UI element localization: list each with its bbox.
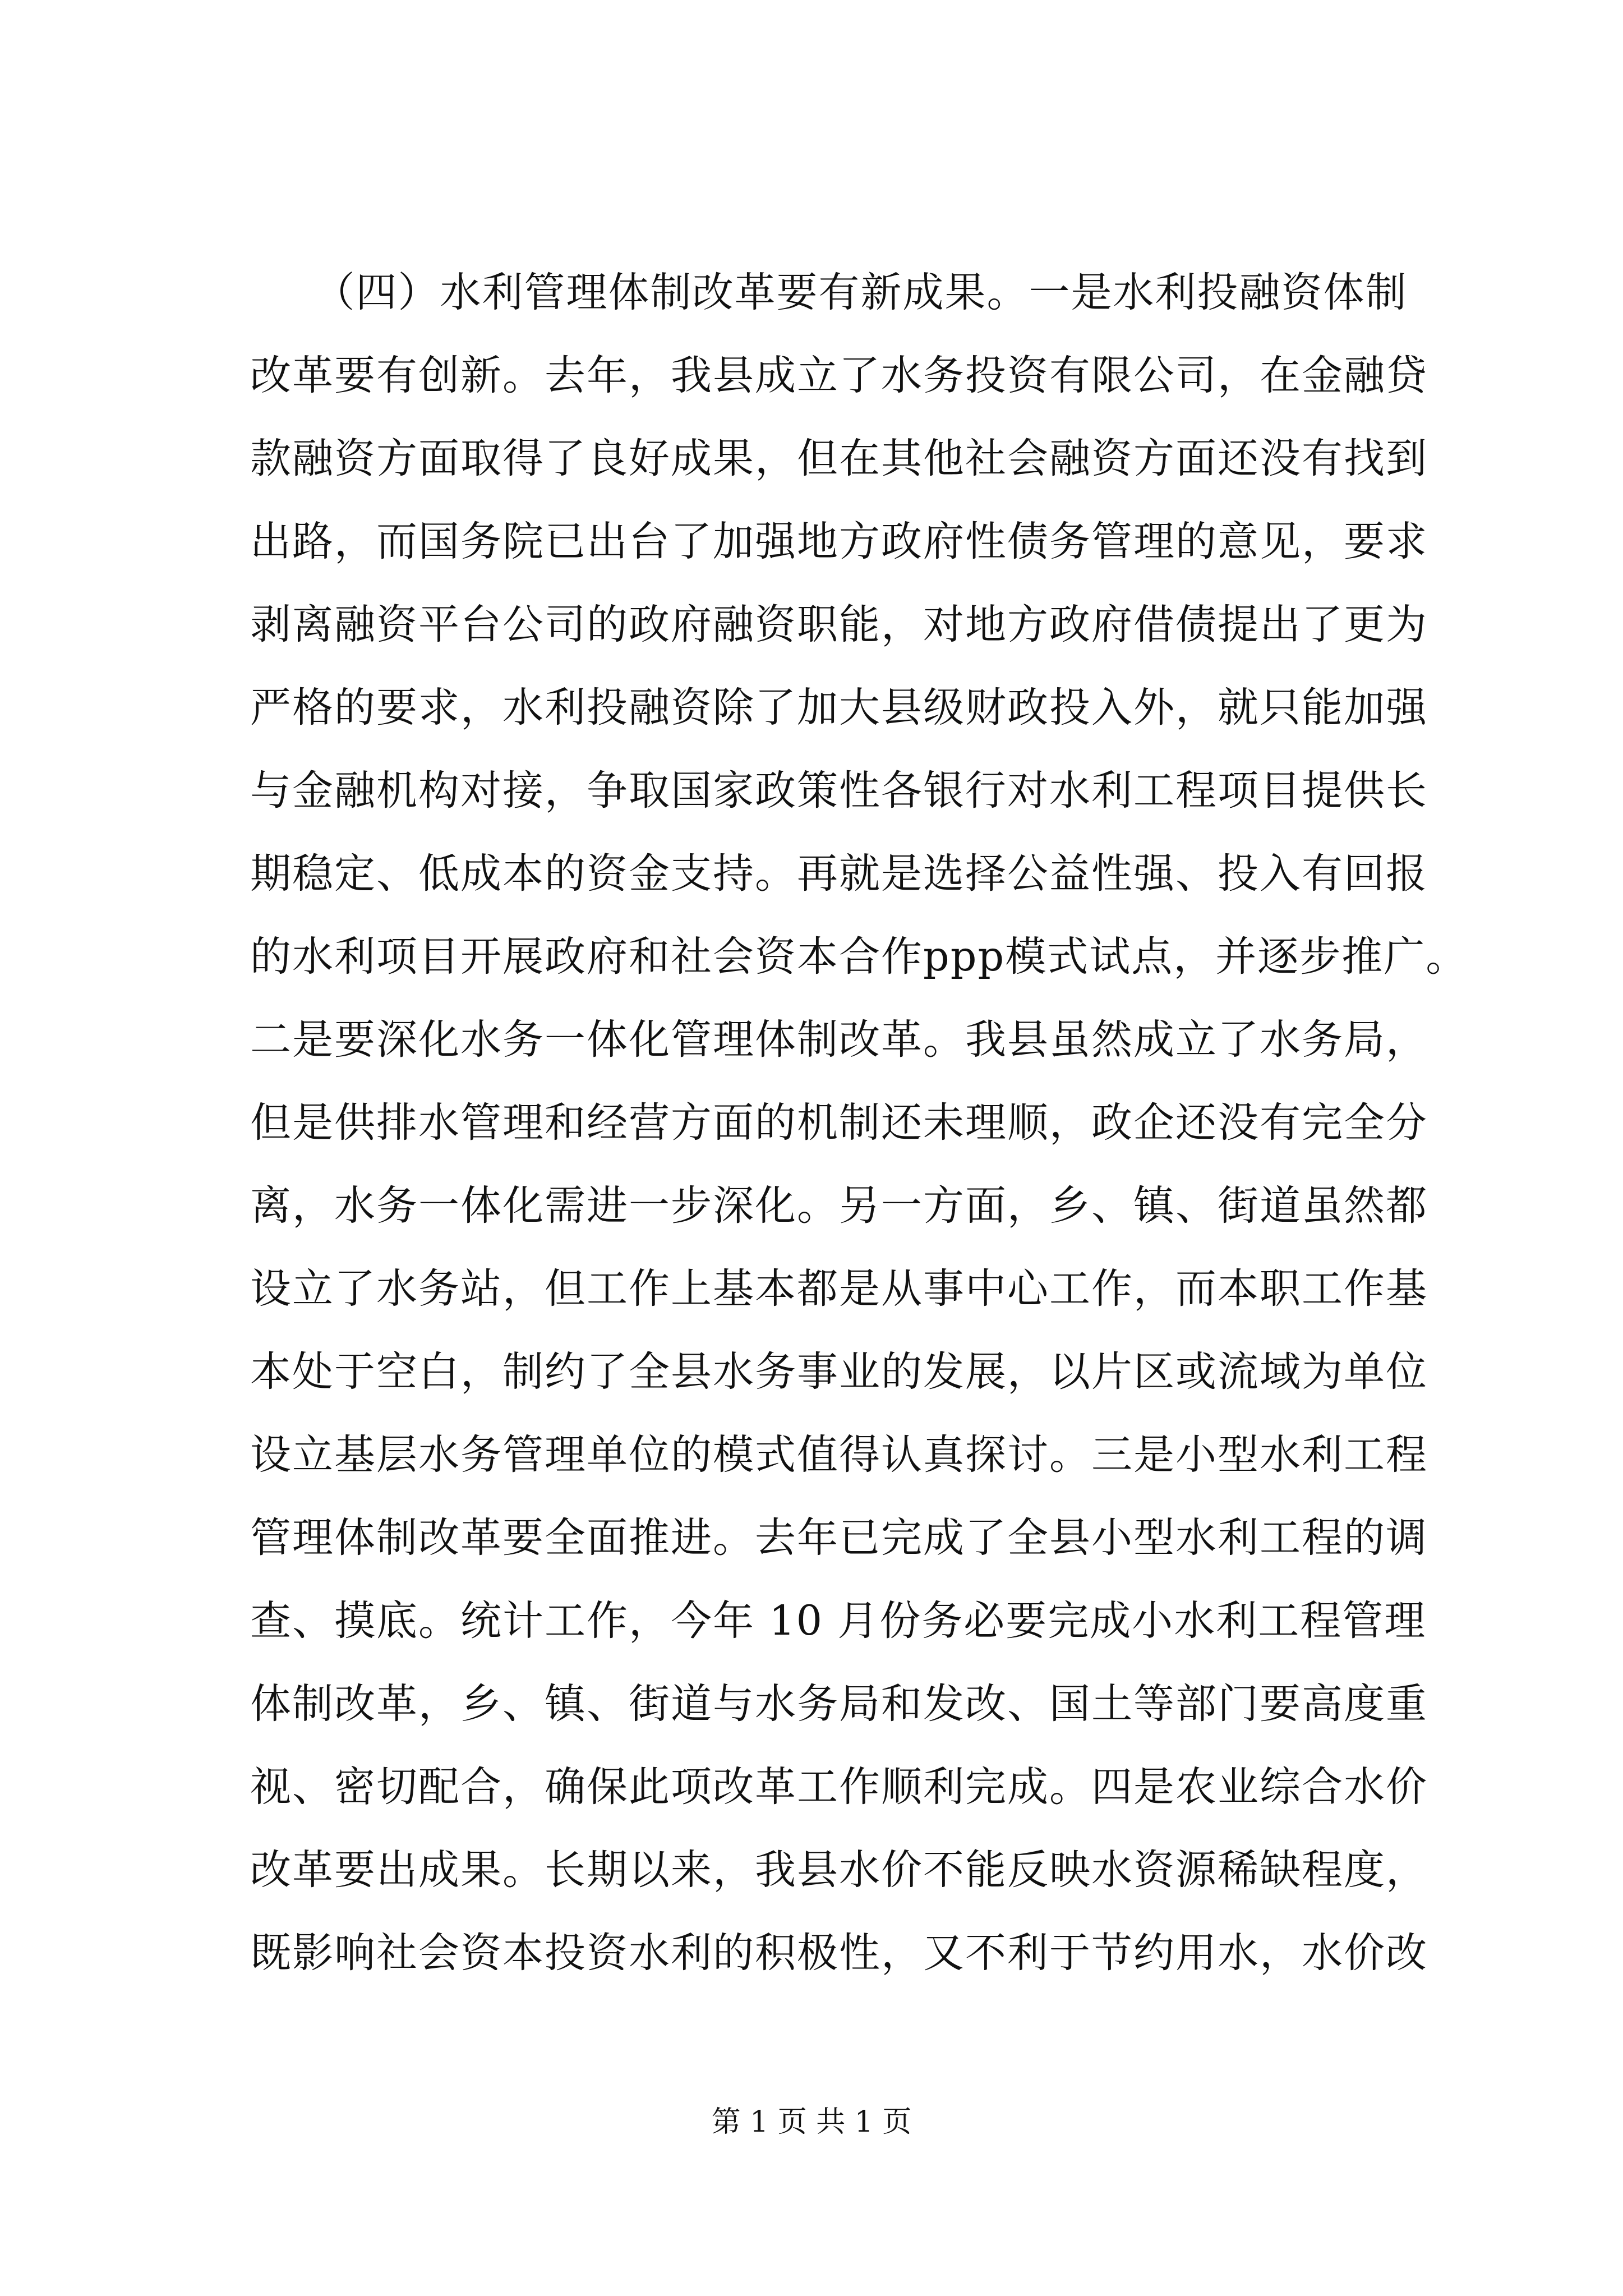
text-line: 设立了水务站，但工作上基本都是从事中心工作，而本职工作基 xyxy=(250,1265,1428,1313)
text-line: 既影响社会资本投资水利的积极性，又不利于节约用水，水价改 xyxy=(250,1929,1428,1977)
text-line: 二是要深化水务一体化管理体制改革。我县虽然成立了水务局， xyxy=(250,1016,1428,1064)
text-line: 体制改革，乡、镇、街道与水务局和发改、国土等部门要高度重 xyxy=(250,1680,1428,1728)
text-line: 的水利项目开展政府和社会资本合作ppp模式试点，并逐步推广。 xyxy=(250,933,1468,981)
text-line: 改革要有创新。去年，我县成立了水务投资有限公司，在金融贷 xyxy=(250,352,1428,399)
text-line: 剥离融资平台公司的政府融资职能，对地方政府借债提出了更为 xyxy=(250,601,1428,648)
page-footer xyxy=(0,2102,1623,2142)
text-line: 改革要出成果。长期以来，我县水价不能反映水资源稀缺程度， xyxy=(250,1846,1428,1894)
text-line: 视、密切配合，确保此项改革工作顺利完成。四是农业综合水价 xyxy=(250,1763,1428,1811)
text-line: 管理体制改革要全面推进。去年已完成了全县小型水利工程的调 xyxy=(250,1514,1428,1562)
text-line: 出路，而国务院已出台了加强地方政府性债务管理的意见，要求 xyxy=(250,518,1428,565)
document-body xyxy=(250,251,1468,1995)
text-line: 本处于空白，制约了全县水务事业的发展，以片区或流域为单位 xyxy=(250,1348,1428,1396)
text-line: 期稳定、低成本的资金支持。再就是选择公益性强、投入有回报 xyxy=(250,850,1428,898)
text-line: 但是供排水管理和经营方面的机制还未理顺，政企还没有完全分 xyxy=(250,1099,1428,1147)
text-line: 款融资方面取得了良好成果，但在其他社会融资方面还没有找到 xyxy=(250,435,1428,482)
text-line: 离，水务一体化需进一步深化。另一方面，乡、镇、街道虽然都 xyxy=(250,1182,1428,1230)
text-line: （四）水利管理体制改革要有新成果。一是水利投融资体制 xyxy=(250,269,1408,316)
text-line: 设立基层水务管理单位的模式值得认真探讨。三是小型水利工程 xyxy=(250,1431,1428,1479)
page-number: 第 1 页 共 1 页 xyxy=(711,2105,912,2139)
text-line: 查、摸底。统计工作，今年 10 月份务必要完成小水利工程管理 xyxy=(250,1597,1427,1645)
text-line: 与金融机构对接，争取国家政策性各银行对水利工程项目提供长 xyxy=(250,767,1428,815)
text-line: 严格的要求，水利投融资除了加大县级财政投入外，就只能加强 xyxy=(250,684,1428,731)
